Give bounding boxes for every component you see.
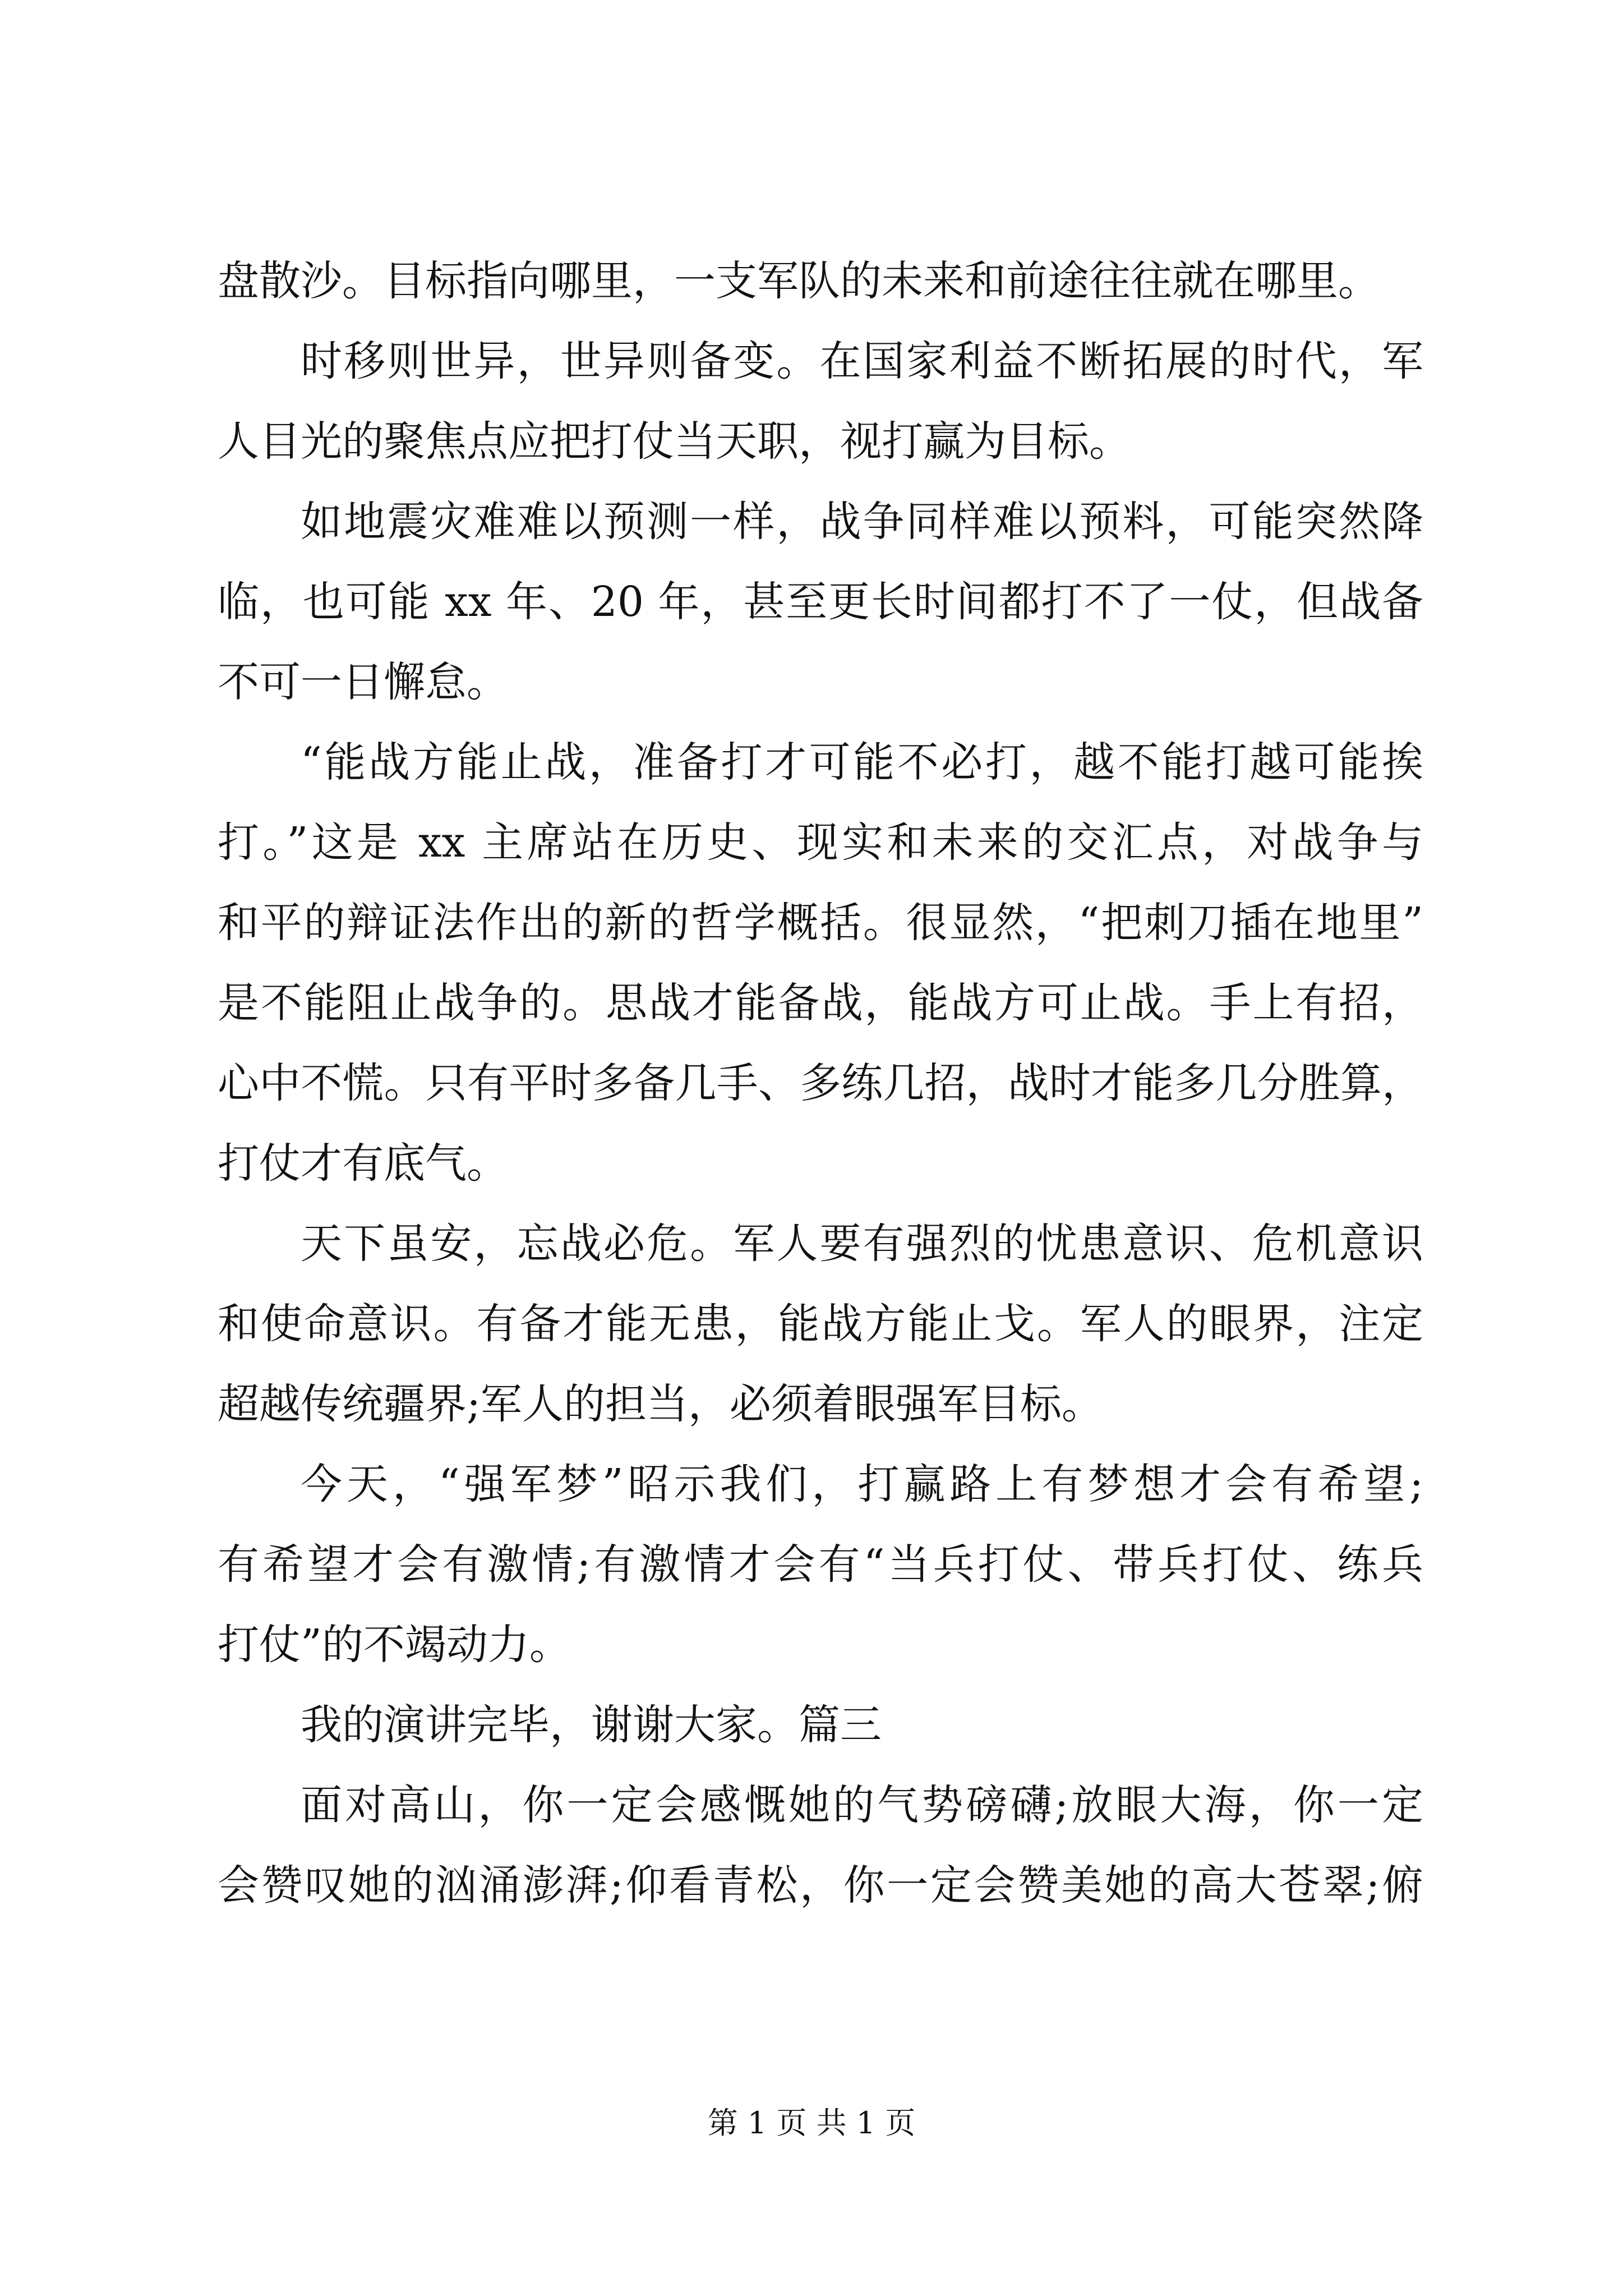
text-line: 心中不慌。只有平时多备几手、多练几招，战时才能多几分胜算， xyxy=(218,1059,1423,1107)
text-line: 时移则世异，世异则备变。在国家利益不断拓展的时代，军 xyxy=(301,337,1423,385)
text-line: 不可一日懈怠。 xyxy=(218,658,508,706)
page-footer: 第 1 页 共 1 页 xyxy=(707,2105,916,2141)
text-line: 有希望才会有激情;有激情才会有“当兵打仗、带兵打仗、练兵 xyxy=(218,1540,1423,1589)
text-line: 如地震灾难难以预测一样，战争同样难以预料，可能突然降 xyxy=(301,498,1423,546)
text-line: 今天，“强军梦”昭示我们，打赢路上有梦想才会有希望; xyxy=(301,1460,1423,1508)
document-body xyxy=(218,241,1423,1926)
text-line: 是不能阻止战争的。思战才能备战，能战方可止战。手上有招， xyxy=(218,979,1423,1027)
text-line: 打仗才有底气。 xyxy=(218,1139,508,1188)
text-line: “能战方能止战，准备打才可能不必打，越不能打越可能挨 xyxy=(301,738,1423,786)
text-line: 临，也可能 xx 年、20 年，甚至更长时间都打不了一仗，但战备 xyxy=(218,578,1423,626)
text-line: 打。”这是 xx 主席站在历史、现实和未来的交汇点，对战争与 xyxy=(218,818,1423,867)
text-line: 超越传统疆界;军人的担当，必须着眼强军目标。 xyxy=(218,1380,1103,1428)
text-line: 打仗”的不竭动力。 xyxy=(218,1621,571,1669)
text-line: 天下虽安，忘战必危。军人要有强烈的忧患意识、危机意识 xyxy=(301,1220,1423,1268)
text-line: 会赞叹她的汹涌澎湃;仰看青松，你一定会赞美她的高大苍翠;俯 xyxy=(218,1861,1423,1910)
text-line: 和平的辩证法作出的新的哲学概括。很显然，“把刺刀插在地里” xyxy=(218,899,1423,947)
text-line: 和使命意识。有备才能无患，能战方能止戈。军人的眼界，注定 xyxy=(218,1300,1423,1348)
text-line: 我的演讲完毕，谢谢大家。篇三 xyxy=(301,1701,882,1749)
text-line: 盘散沙。目标指向哪里，一支军队的未来和前途往往就在哪里。 xyxy=(218,257,1380,305)
text-line: 人目光的聚焦点应把打仗当天职，视打赢为目标。 xyxy=(218,417,1131,466)
text-line: 面对高山，你一定会感慨她的气势磅礴;放眼大海，你一定 xyxy=(301,1781,1423,1829)
